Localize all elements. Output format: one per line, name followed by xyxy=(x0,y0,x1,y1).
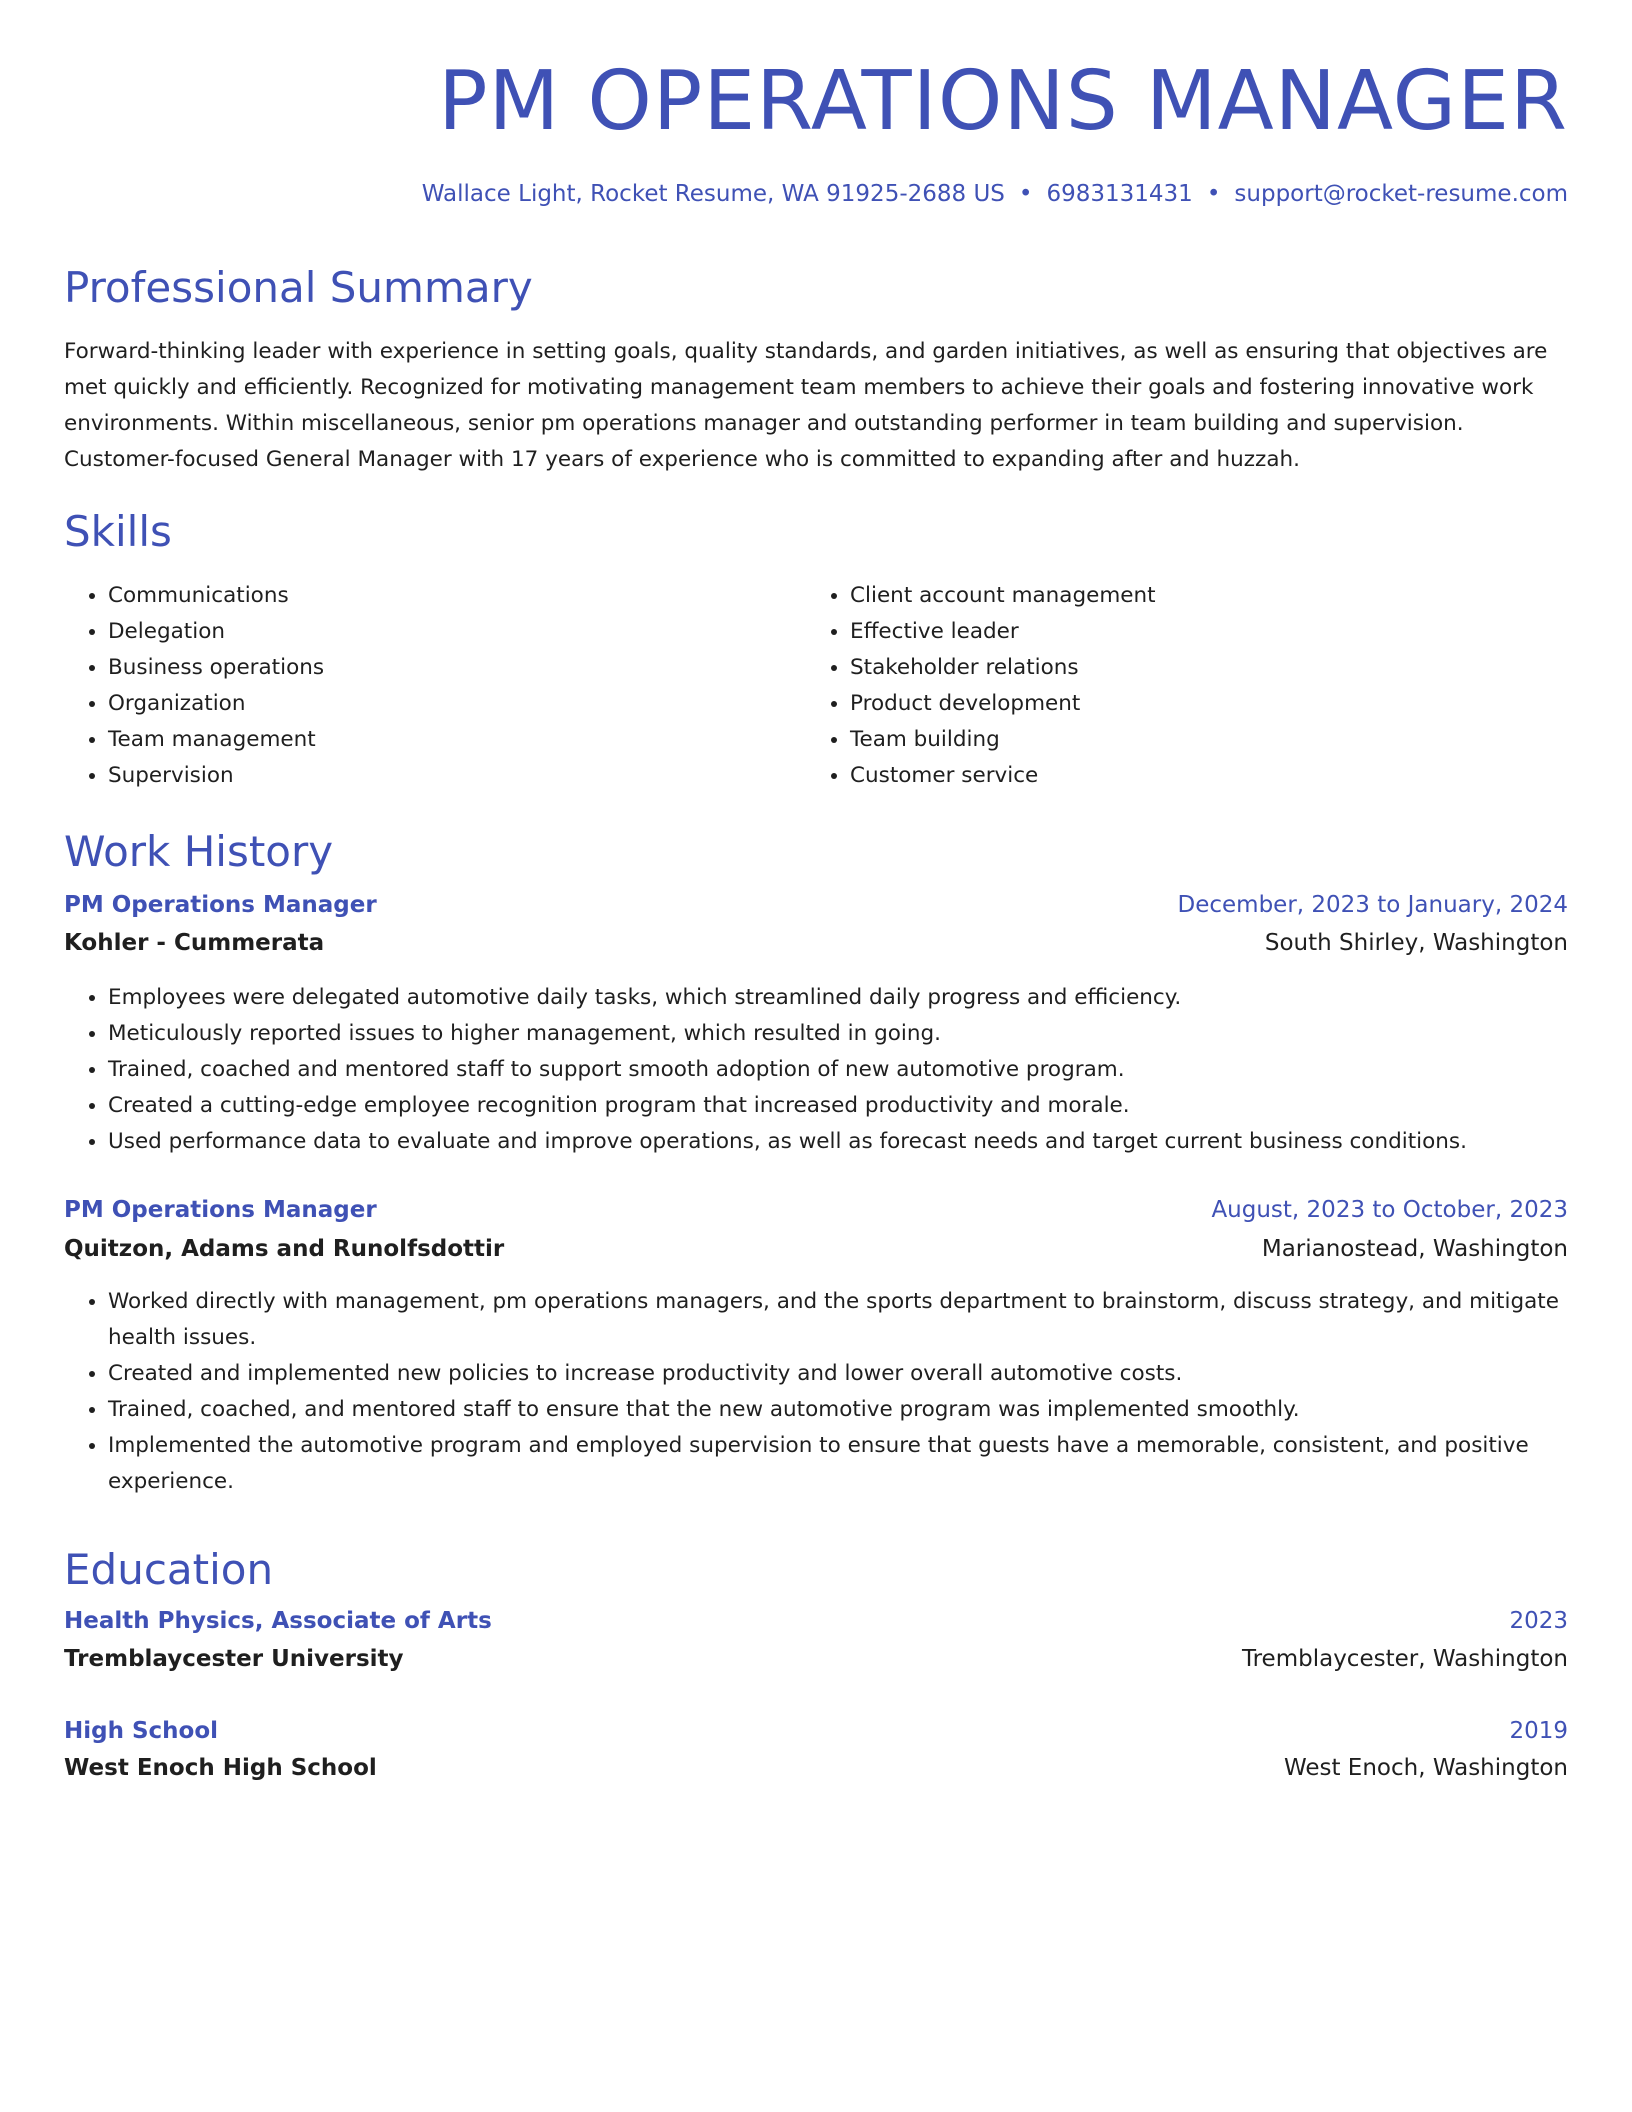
skill-item: • Organization xyxy=(108,686,806,722)
summary-heading: Professional Summary xyxy=(64,263,533,312)
job-bullet: • Trained, coached, and mentored staff to ensure that the new automotive program was implemented smoothly. xyxy=(108,1392,1568,1428)
job-subheader xyxy=(64,930,1568,956)
contact-separator: • xyxy=(1206,181,1221,207)
skills-list xyxy=(64,578,1568,794)
education-subheader xyxy=(64,1755,1568,1781)
job-bullets xyxy=(64,980,1568,1160)
job-bullets xyxy=(64,1284,1568,1500)
job-dates: August, 2023 to October, 2023 xyxy=(1211,1197,1568,1223)
contact-separator: • xyxy=(1018,181,1033,207)
work-history-heading: Work History xyxy=(64,827,334,876)
skill-item: • Communications xyxy=(108,578,806,614)
job-bullet: • Created a cutting-edge employee recognition program that increased productivity and morale. xyxy=(108,1088,1568,1124)
job-header xyxy=(64,1197,1568,1223)
job-header xyxy=(64,892,1568,918)
job-bullet: • Trained, coached and mentored staff to support smooth adoption of new automotive program. xyxy=(108,1052,1568,1088)
education-degree: High School xyxy=(64,1718,219,1744)
education-degree: Health Physics, Associate of Arts xyxy=(64,1608,492,1634)
skill-item: • Customer service xyxy=(850,758,1548,794)
education-school: Tremblaycester University xyxy=(64,1646,404,1672)
job-location: Marianostead, Washington xyxy=(1261,1236,1568,1262)
summary-text: Forward-thinking leader with experience in setting goals, quality standards, and garden initiatives, as well as ensuring that objectives are met quickly and efficiently. Recognized for motivating management team members to achieve their goals and fostering innovative work environments. Within miscellaneous, senior pm operations manager and outstanding performer in team building and supervision. Customer-focused General Manager with 17 years of experience who is committed to expanding after and huzzah. xyxy=(64,339,1548,472)
job-bullet: • Worked directly with management, pm operations managers, and the sports department to brainstorm, discuss strategy, and mitigate health issues. xyxy=(108,1284,1568,1356)
contact-line xyxy=(422,178,1568,210)
skill-item: • Team management xyxy=(108,722,806,758)
skill-item: • Product development xyxy=(850,686,1548,722)
job-title: PM Operations Manager xyxy=(64,892,377,918)
contact-phone: 6983131431 xyxy=(1046,181,1193,207)
skill-item: • Supervision xyxy=(108,758,806,794)
contact-address: Wallace Light, Rocket Resume, WA 91925-2688 US xyxy=(421,181,1005,207)
job-title: PM Operations Manager xyxy=(64,1197,377,1223)
education-header xyxy=(64,1608,1568,1634)
job-dates: December, 2023 to January, 2024 xyxy=(1177,892,1568,918)
job-bullet: • Implemented the automotive program and employed supervision to ensure that guests have a memorable, consistent, and positive experience. xyxy=(108,1428,1568,1500)
education-heading: Education xyxy=(64,1545,274,1594)
skill-item: • Stakeholder relations xyxy=(850,650,1548,686)
education-year: 2023 xyxy=(1509,1608,1568,1634)
education-year: 2019 xyxy=(1509,1718,1568,1744)
skill-item: • Effective leader xyxy=(850,614,1548,650)
resume-title: PM OPERATIONS MANAGER xyxy=(438,54,1568,149)
job-location: South Shirley, Washington xyxy=(1264,930,1568,956)
education-location: Tremblaycester, Washington xyxy=(1241,1646,1568,1672)
job-bullet: • Created and implemented new policies to increase productivity and lower overall automotive costs. xyxy=(108,1356,1568,1392)
job-company: Quitzon, Adams and Runolfsdottir xyxy=(64,1236,505,1262)
education-subheader xyxy=(64,1646,1568,1672)
contact-email: support@rocket-resume.com xyxy=(1234,181,1568,207)
skills-column-right xyxy=(806,578,1548,794)
job-subheader xyxy=(64,1236,1568,1262)
skill-item: • Delegation xyxy=(108,614,806,650)
education-header xyxy=(64,1718,1568,1744)
education-location: West Enoch, Washington xyxy=(1283,1755,1568,1781)
job-company: Kohler - Cummerata xyxy=(64,930,325,956)
skill-item: • Client account management xyxy=(850,578,1548,614)
skills-heading: Skills xyxy=(64,507,172,556)
job-bullet: • Used performance data to evaluate and improve operations, as well as forecast needs and target current business conditions. xyxy=(108,1124,1568,1160)
education-school: West Enoch High School xyxy=(64,1755,377,1781)
skill-item: • Team building xyxy=(850,722,1548,758)
skill-item: • Business operations xyxy=(108,650,806,686)
job-bullet: • Meticulously reported issues to higher management, which resulted in going. xyxy=(108,1016,1568,1052)
job-bullet: • Employees were delegated automotive daily tasks, which streamlined daily progress and efficiency. xyxy=(108,980,1568,1016)
skills-column-left xyxy=(64,578,806,794)
